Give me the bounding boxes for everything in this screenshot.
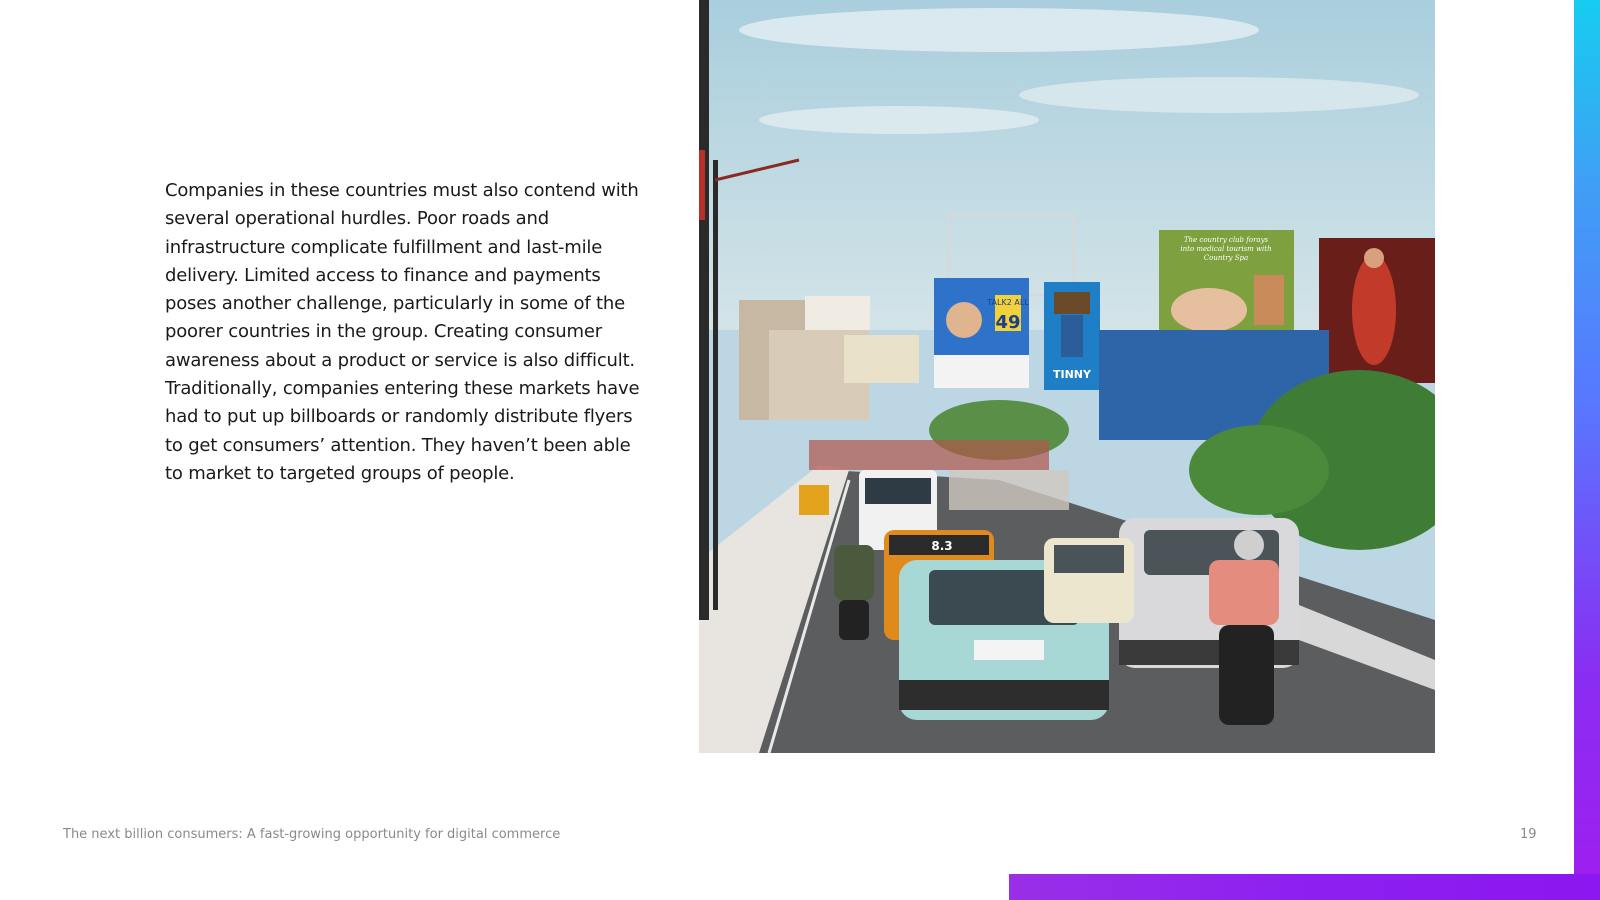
bus-plate: 8.3 [931,539,953,553]
lamp-post [699,0,709,620]
drink-brand: TINNY [1053,368,1091,381]
page-number: 19 [1520,827,1537,842]
traffic-photo-illustration [699,0,1435,753]
distant-traffic [809,440,1049,470]
accent-gradient-bar [1009,874,1600,900]
body-paragraph: Companies in these countries must also contend with several operational hurdles. Poor roads and infrastructure complicate fulfillment and last-mile delivery. Limited access to finance and payments poses another challenge, particularly in some of the poorer countries in the group. Creating consumer awareness about a product or service is also difficult. Traditionally, companies entering these markets have had to put up billboards or randomly distribute flyers to get consumers’ attention. They haven’t been able to market to targeted groups of people. [165,180,640,484]
billboard-small [844,335,919,383]
footer-report-title: The next billion consumers: A fast-growing opportunity for digital commerce [63,827,561,842]
sedan [1044,538,1134,623]
billboard-small [805,296,870,330]
cloud [759,106,1039,134]
svg-text:into medical tourism with: into medical tourism with [1180,245,1272,253]
billboard-phone [934,278,1029,388]
trees [1189,425,1329,515]
billboard-badge: TALK2 ALL [987,298,1029,307]
cloud [739,8,1259,52]
red-sign [699,150,705,220]
distant-traffic [949,470,1069,510]
billboard-drink [1044,282,1100,390]
billboard-fashion [1319,238,1435,383]
lamp-post [713,160,718,610]
svg-text:The country club forays: The country club forays [1183,236,1269,244]
svg-text:Country Spa: Country Spa [1203,254,1249,262]
distant-vehicle [799,485,829,515]
scooter-rider [834,545,874,640]
traffic-flyover-photo [699,0,1435,753]
accent-gradient-strip [1574,0,1600,900]
billboard-price: 49 [995,312,1021,333]
cloud [1019,77,1419,113]
